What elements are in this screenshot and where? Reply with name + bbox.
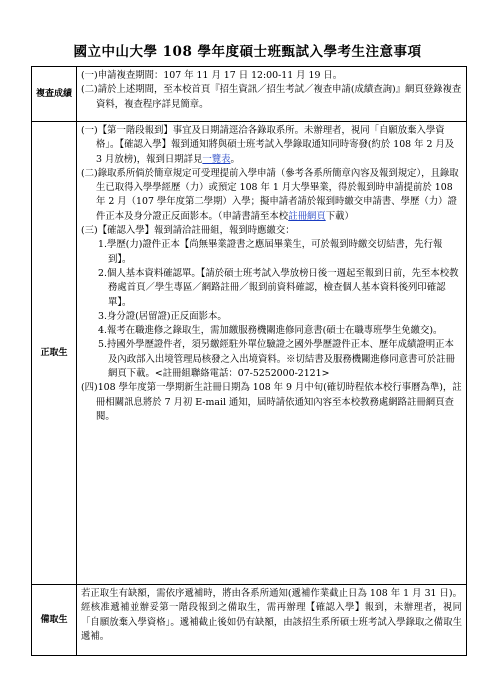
admitted-item-3-sub-4: 4.報考在職進修之錄取生，需加繳服務機關進修同意書(碩士在職專班學生免繳交)。: [98, 325, 443, 337]
waitlist-label: 備取生: [32, 585, 77, 656]
admitted-item-4: (四)108 學年度第一學期新生註冊日期為 108 年 9 月中旬(確切時程依本校行事曆為準)，註冊相關訊息將於 7 月初 E-mail 通知，屆時請依通知內容至本校教務處網路註冊網頁查閱。: [81, 382, 462, 422]
admitted-item-1-text: (一)【第一階段報到】事宜及日期請逕洽各錄取系所。未辦理者，視同「自願放棄入學資格」。【確認入學】報到通知將與碩士班考試入學錄取通知同時寄發(約於 108 年 2 月及 3 月放榜)，報到日期詳見: [81, 125, 455, 165]
admitted-item-1-end: 。: [230, 153, 240, 165]
admitted-row: [32, 122, 467, 585]
waitlist-content: 若正取生有缺額，需依序遞補時，將由各系所通知(遞補作業截止日為 108 年 1 月 31 日)。經核准遞補並辦妥第一階段報到之備取生，需再辦理【確認入學】報到，未辦理者，視同「自願放棄入學資格」。遞補截止後如仍有缺額，由該招生系所碩士班考試入學錄取之備取生遞補。: [77, 585, 467, 656]
admitted-item-3-sub-1: 1.學歷(力)證件正本【尚無畢業證書之應屆畢業生，可於報到時繳交切結書，先行報到】。: [98, 239, 443, 265]
schedule-table-link[interactable]: 一覽表: [202, 153, 231, 165]
page-title: 國立中山大學 108 學年度碩士班甄試入學考生注意事項: [73, 44, 422, 60]
review-label: 複查成績: [32, 67, 77, 122]
admitted-item-2-text: (二)錄取系所倘於簡章規定可受理提前入學申請（參考各系所簡章內容及報到規定），且錄取生已取得入學學經歷（力）或預定 108 年 1 月大學畢業，得於報到時申請提前於 108 年 2 月（107 學年度第二學期）入學；擬申請者請於報到時繳交申請書、學歷（力）證件正本及身分證正反面影本。（申請書請至本校: [81, 167, 459, 222]
review-content: [77, 67, 467, 122]
admitted-item-3-sub-3: 3.身分證(居留證)正反面影本。: [98, 310, 227, 322]
admitted-item-3-sub-2: 2.個人基本資料確認單。【請於碩士班考試入學放榜日後一週起至報到日前，先至本校教務處首頁／學生專區／網路註冊／報到前資料確認，檢查個人基本資料後列印確認單】。: [98, 267, 459, 308]
registration-page-link[interactable]: 註冊網頁: [288, 210, 326, 222]
waitlist-row: [32, 585, 467, 656]
admitted-item-2: [81, 167, 462, 224]
review-item-1: (一)申請複查期間：107 年 11 月 17 日 12:00-11 月 19 日。: [81, 70, 343, 81]
admitted-content: [77, 122, 467, 585]
review-item-2: (二)請於上述期間，至本校首頁『招生資訊／招生考試／複查申請(成績查詢)』網頁登錄複查資料，複查程序詳見簡章。: [81, 84, 462, 110]
notes-table: [31, 66, 467, 656]
review-row: [32, 67, 467, 122]
admitted-item-3-head: (三)【確認入學】報到請洽註冊組，報到時應繳交：: [81, 225, 295, 237]
admitted-item-1: [81, 124, 462, 167]
admitted-item-2-end: 下載）: [325, 210, 354, 222]
admitted-item-3-sub-5: 5.持國外學歷證件者，須另繳經駐外單位驗證之國外學歷證件正本、歷年成績證明正本及內政部入出境管理局核發之入出境資料。※切結書及服務機關進修同意書可於註冊網頁下載。<註冊組聯絡電話：07-5252000-2121>: [98, 339, 455, 380]
admitted-label: 正取生: [32, 122, 77, 585]
